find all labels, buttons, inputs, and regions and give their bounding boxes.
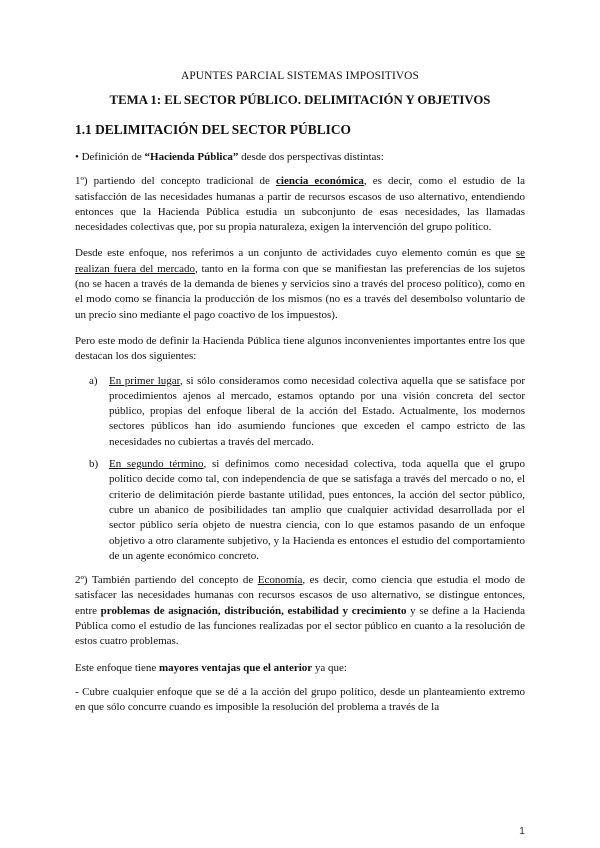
first-perspective-paragraph (75, 174, 525, 235)
coverage-paragraph: - Cubre cualquier enfoque que se dé a la acción del grupo político, desde un planteamiento extremo en que sólo concurre cuando es imposible la resolución del problema a través de la (75, 685, 525, 714)
document-title: APUNTES PARCIAL SISTEMAS IMPOSITIVOS (181, 70, 419, 82)
list-marker: b) (89, 458, 99, 471)
paragraph-text: , tanto en la forma con que se manifiestan las preferencias de los sujetos (no se hacen a través de la demanda de bienes y servicios sino a través del proceso político), como en el modo como se financia la producción de los mismos (no es a través del desembolso voluntario de un precio sino mediante el pago coactivo de los impuestos). (75, 262, 525, 321)
second-perspective-paragraph (75, 573, 525, 649)
section-title: 1.1 DELIMITACIÓN DEL SECTOR PÚBLICO (75, 122, 351, 137)
economy-term: Economía (257, 574, 303, 587)
problems-phrase: problemas de asignación, distribución, estabilidad y crecimiento (100, 604, 407, 617)
list-item-text: , si sólo consideramos como necesidad colectiva aquella que se satisface por procedimientos ajenos al mercado, estamos optando por una visión concreta del sector público, propias del enfoque liberal de la acción del Estado. Actualmente, los modernos sectores públicos han ido asumiendo funciones que exceden el campo estricto de las necesidades no cubiertas a través del mercado. (109, 374, 526, 448)
list-item-text: , si definimos como necesidad colectiva, toda aquella que el grupo político decide como tal, con independencia de que se satisfaga a través del mercado o no, el criterio de delimitación pierde bastante utilidad, pues entonces, la acción del sector público, cubre un abanico de posibilidades tan amplio que cualquier actividad desarrollada por el sector público sería objeto de nuestra ciencia, con lo que estamos pasando de un enfoque objetivo a otro claramente subjetivo, y la Hacienda es entonces el estudio del comportamiento de un agente económico concreto. (109, 458, 525, 562)
definition-text: • Definición de (75, 151, 145, 163)
definition-text-end: desde dos perspectivas distintas: (238, 151, 384, 163)
list-item (75, 374, 525, 450)
advantages-paragraph (75, 661, 525, 676)
drawbacks-list (75, 374, 525, 565)
outside-market-phrase: se realizan fuera del mercado (75, 247, 525, 275)
paragraph-text: ya que: (312, 661, 347, 674)
approach-paragraph (75, 246, 525, 322)
paragraph-text: Desde este enfoque, nos referimos a un conjunto de actividades cuyo elemento común es que (75, 247, 516, 260)
list-item-lead: En primer lugar (109, 374, 180, 387)
drawbacks-intro-paragraph: Pero este modo de definir la Hacienda Pública tiene algunos inconvenientes importantes entre los que destacan los dos siguientes: (75, 334, 525, 363)
advantages-phrase: mayores ventajas que el anterior (159, 661, 313, 674)
page-number: 1 (519, 825, 525, 837)
list-marker: a) (89, 374, 98, 387)
paragraph-text: 1º) partiendo del concepto tradicional de (75, 175, 276, 188)
paragraph-text: Este enfoque tiene (75, 661, 159, 674)
paragraph-text: 2º) También partiendo del concepto de (75, 574, 258, 587)
definition-term: “Hacienda Pública” (144, 151, 239, 163)
list-item (75, 457, 525, 564)
chapter-title: TEMA 1: EL SECTOR PÚBLICO. DELIMITACIÓN Y OBJETIVOS (109, 93, 491, 107)
paragraph-text: , es decir, como ciencia que estudia el modo de satisfacer las necesidades humanas con recursos escasos de uso alternativo, se distingue entonces, entre (75, 574, 525, 617)
list-item-lead: En segundo término (109, 458, 204, 471)
definition-paragraph (75, 150, 525, 165)
paragraph-text: , es decir, como el estudio de la satisfacción de las necesidades humanas a partir de recursos escasos de uso alternativo, entendiendo entonces que la Hacienda Pública estudia un subconjunto de esas necesidades, las llamadas necesidades colectivas que, por su propia naturaleza, exigen la intervención del grupo político. (75, 175, 525, 234)
economic-science-term: ciencia económica (276, 175, 364, 188)
paragraph-text: y se define a la Hacienda Pública como el estudio de las funciones realizadas por el sector público en cuanto a la resolución de estos cuatro problemas. (75, 604, 525, 648)
